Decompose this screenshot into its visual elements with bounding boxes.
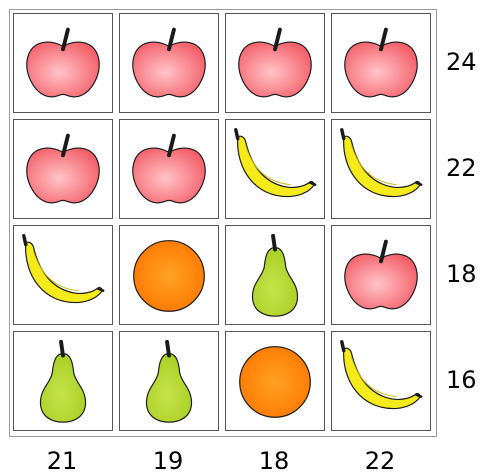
grid-cell xyxy=(13,331,113,431)
column-sum: 18 xyxy=(258,447,290,475)
apple-icon xyxy=(332,14,430,112)
grid-cell xyxy=(13,225,113,325)
puzzle-grid xyxy=(9,9,437,437)
grid-cell xyxy=(119,119,219,219)
grid-cell xyxy=(13,119,113,219)
apple-icon xyxy=(120,120,218,218)
grid-cell xyxy=(331,331,431,431)
banana-icon xyxy=(332,120,430,218)
grid-cell xyxy=(225,119,325,219)
column-sum: 21 xyxy=(46,447,78,475)
apple-icon xyxy=(14,120,112,218)
grid-cell xyxy=(331,119,431,219)
column-sum: 22 xyxy=(364,447,396,475)
grid-cell xyxy=(225,225,325,325)
banana-icon xyxy=(332,332,430,430)
pear-icon xyxy=(226,226,324,324)
apple-icon xyxy=(332,226,430,324)
grid-cell xyxy=(119,331,219,431)
pear-icon xyxy=(120,332,218,430)
row-sum: 22 xyxy=(446,154,477,182)
grid-cell xyxy=(331,225,431,325)
column-sum: 19 xyxy=(152,447,184,475)
orange-icon xyxy=(226,332,324,430)
grid-cell xyxy=(119,13,219,113)
orange-icon xyxy=(120,226,218,324)
apple-icon xyxy=(14,14,112,112)
banana-icon xyxy=(226,120,324,218)
grid-cell xyxy=(225,13,325,113)
grid-cell xyxy=(13,13,113,113)
banana-icon xyxy=(14,226,112,324)
row-sum: 18 xyxy=(446,260,477,288)
pear-icon xyxy=(14,332,112,430)
apple-icon xyxy=(226,14,324,112)
apple-icon xyxy=(120,14,218,112)
grid-cell xyxy=(331,13,431,113)
row-sum: 16 xyxy=(446,366,477,394)
grid-cell xyxy=(119,225,219,325)
grid-cell xyxy=(225,331,325,431)
row-sum: 24 xyxy=(446,48,477,76)
